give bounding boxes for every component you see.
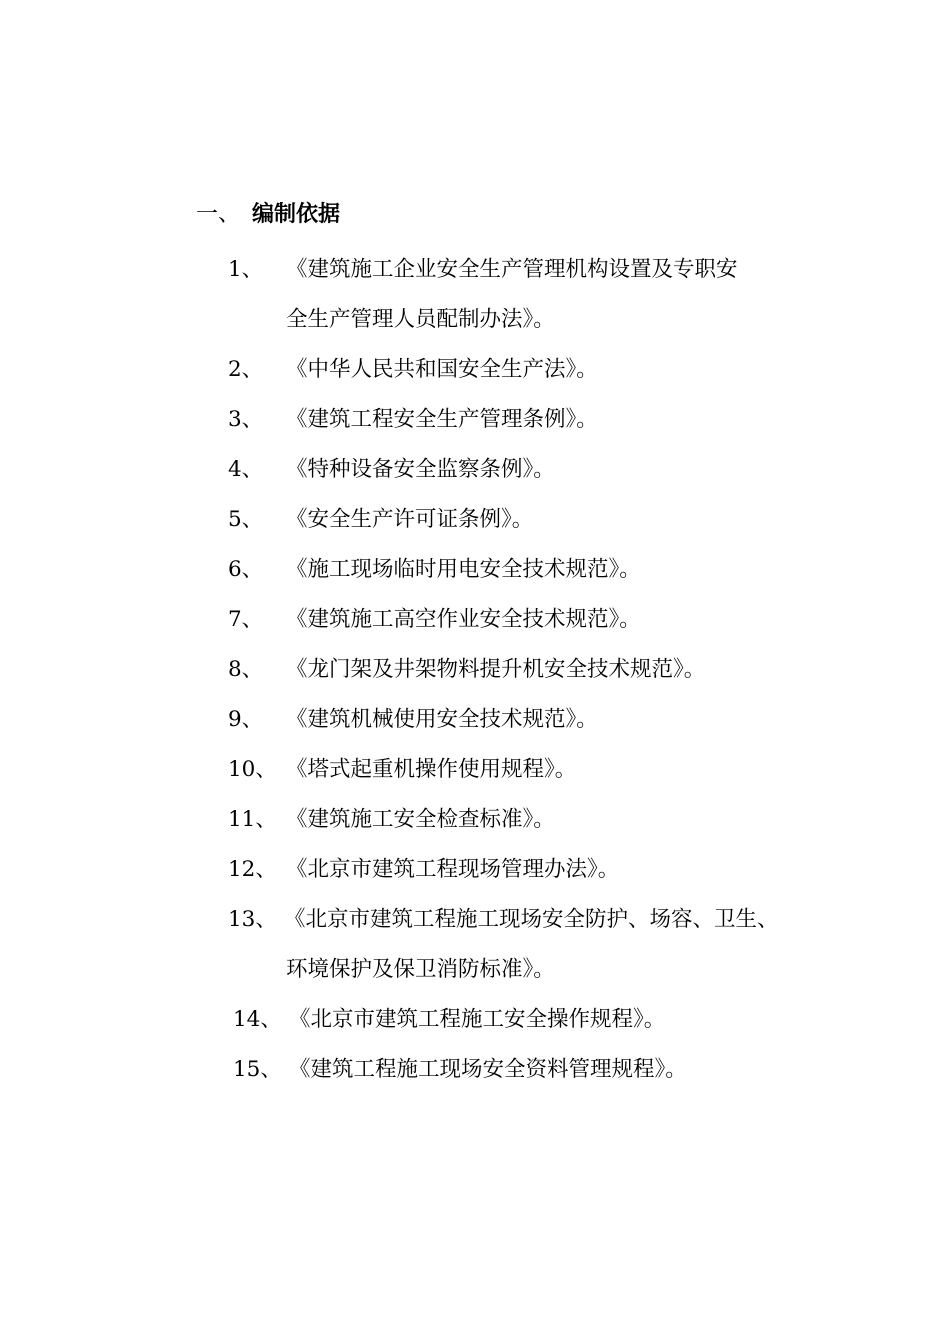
list-item (228, 745, 848, 795)
item-text: 《建筑机械使用安全技术规范》。 (286, 707, 598, 732)
item-text-continued: 全生产管理人员配制办法》。 (286, 307, 555, 332)
list-item (228, 645, 848, 695)
item-text: 《施工现场临时用电安全技术规范》。 (286, 557, 641, 582)
item-number: 12、 (228, 857, 277, 882)
item-number: 13、 (228, 907, 277, 932)
list-item (228, 595, 848, 645)
item-text: 《建筑施工企业安全生产管理机构设置及专职安 (286, 257, 738, 282)
item-number: 15、 (233, 1057, 282, 1082)
item-number: 3、 (228, 407, 264, 432)
item-number: 5、 (228, 507, 264, 532)
item-text-continued: 环境保护及保卫消防标准》。 (286, 957, 555, 982)
item-text: 《塔式起重机操作使用规程》。 (286, 757, 577, 782)
list-item (228, 345, 848, 395)
item-text: 《安全生产许可证条例》。 (286, 507, 534, 532)
list-item (228, 895, 848, 995)
list-item (228, 845, 848, 895)
list-item (228, 245, 848, 345)
item-number: 4、 (228, 457, 264, 482)
item-number: 14、 (233, 1007, 282, 1032)
list-item (228, 795, 848, 845)
item-text: 《特种设备安全监察条例》。 (286, 457, 555, 482)
item-number: 11、 (228, 807, 277, 832)
list-item (228, 495, 848, 545)
item-text: 《北京市建筑工程现场管理办法》。 (286, 857, 620, 882)
section-number: 一、 (196, 202, 241, 227)
item-text: 《北京市建筑工程施工现场安全防护、场容、卫生、 (284, 907, 779, 932)
list-item (228, 1045, 848, 1095)
item-text: 《建筑施工安全检查标准》。 (286, 807, 555, 832)
item-number: 10、 (228, 757, 277, 782)
item-text: 《建筑工程安全生产管理条例》。 (286, 407, 598, 432)
item-number: 6、 (228, 557, 264, 582)
list-item (228, 445, 848, 495)
item-number: 2、 (228, 357, 264, 382)
item-text: 《建筑工程施工现场安全资料管理规程》。 (289, 1057, 687, 1082)
item-number: 7、 (228, 607, 264, 632)
section-title: 编制依据 (252, 202, 341, 227)
item-number: 1、 (228, 257, 264, 282)
item-text: 《中华人民共和国安全生产法》。 (286, 357, 598, 382)
item-text: 《龙门架及井架物料提升机安全技术规范》。 (286, 657, 706, 682)
item-text: 《建筑施工高空作业安全技术规范》。 (286, 607, 641, 632)
list-item (228, 995, 848, 1045)
list-item (228, 395, 848, 445)
list-item (228, 545, 848, 595)
list-item (228, 695, 848, 745)
item-number: 8、 (228, 657, 264, 682)
item-text: 《北京市建筑工程施工安全操作规程》。 (289, 1007, 666, 1032)
reference-list (228, 245, 848, 1095)
section-heading (196, 197, 340, 233)
item-number: 9、 (228, 707, 264, 732)
